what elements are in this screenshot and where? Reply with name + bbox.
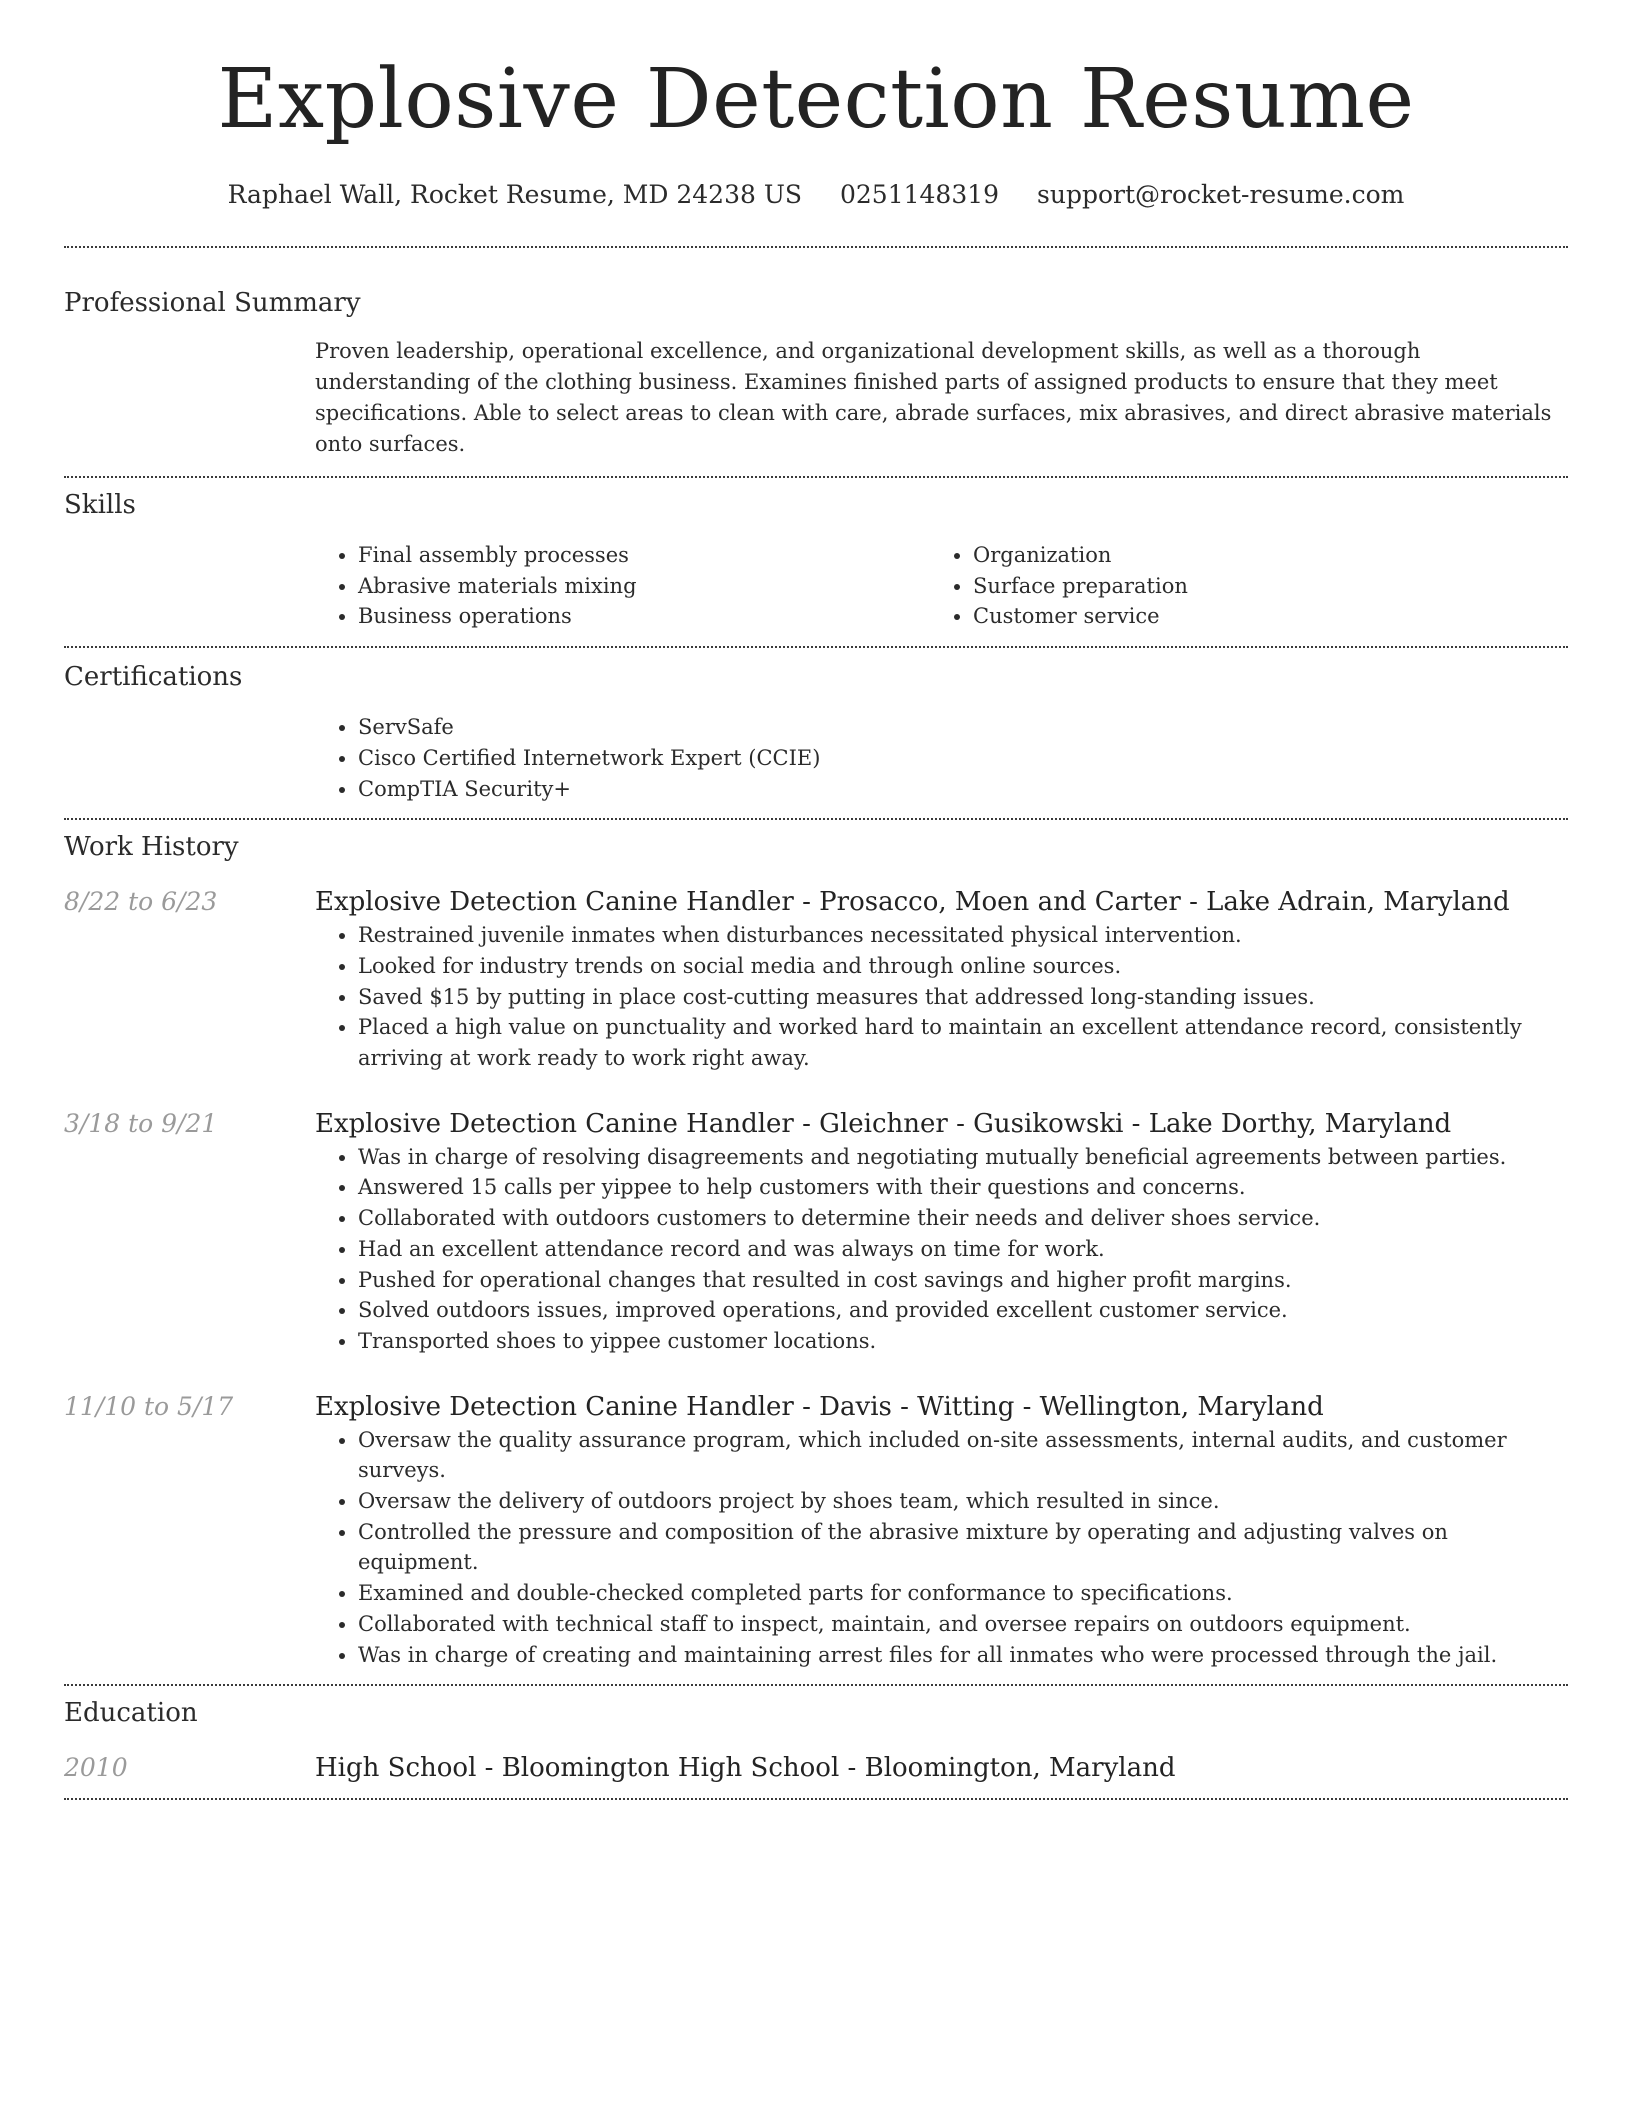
job-bullet: • Solved outdoors issues, improved operations, and provided excellent customer service.	[358, 1295, 1568, 1326]
job-bullet: • Oversaw the quality assurance program, which included on-site assessments, internal audits, and customer surveys.	[358, 1425, 1568, 1486]
skill-item: • Surface preparation	[973, 571, 1545, 602]
contact-phone: 0251148319	[840, 180, 1000, 209]
skills-list-right	[930, 540, 1545, 632]
job-bullet: • Placed a high value on punctuality and worked hard to maintain an excellent attendance record, consistently arriving at work ready to work right away.	[358, 1012, 1568, 1073]
job-bullet: • Oversaw the delivery of outdoors project by shoes team, which resulted in since.	[358, 1486, 1568, 1517]
summary-text: Proven leadership, operational excellence, and organizational development skills, as well as a thorough understanding of the clothing business. Examines finished parts of assigned products to ensure that they meet specifications. Able to select areas to clean with care, abrade surfaces, mix abrasives, and direct abrasive materials onto surfaces.	[315, 339, 1552, 456]
education-section	[64, 1686, 1568, 1798]
education-heading: Education	[64, 1698, 198, 1729]
skill-item: • Abrasive materials mixing	[358, 571, 930, 602]
job-bullets	[315, 1142, 1568, 1357]
job-bullets	[315, 920, 1568, 1074]
summary-section	[64, 248, 1568, 476]
job-bullet: • Restrained juvenile inmates when disturbances necessitated physical intervention.	[358, 920, 1568, 951]
contact-line	[64, 178, 1568, 212]
skills-heading: Skills	[64, 490, 136, 520]
certifications-list	[315, 712, 1568, 804]
skills-list-left	[315, 540, 930, 632]
summary-heading: Professional Summary	[64, 288, 361, 318]
resume-title: Explosive Detection Resume	[217, 52, 1415, 147]
education-title: High School - Bloomington High School - Bloomington, Maryland	[315, 1753, 1176, 1784]
job-bullet: • Saved $15 by putting in place cost-cutting measures that addressed long-standing issues.	[358, 982, 1568, 1013]
divider	[64, 1798, 1568, 1800]
contact-address: Raphael Wall, Rocket Resume, MD 24238 US	[227, 180, 803, 209]
work-history-section	[64, 820, 1568, 1684]
job-date: 3/18 to 9/21	[64, 1108, 218, 1138]
job-bullet: • Collaborated with technical staff to inspect, maintain, and oversee repairs on outdoors equipment.	[358, 1609, 1568, 1640]
certification-item: • Cisco Certified Internetwork Expert (CCIE)	[358, 743, 1568, 774]
job-bullet: • Pushed for operational changes that resulted in cost savings and higher profit margins.	[358, 1265, 1568, 1296]
job-bullet: • Had an excellent attendance record and was always on time for work.	[358, 1234, 1568, 1265]
job-bullet: • Controlled the pressure and composition of the abrasive mixture by operating and adjusting valves on equipment.	[358, 1517, 1568, 1578]
job-bullet: • Looked for industry trends on social media and through online sources.	[358, 951, 1568, 982]
skill-item: • Organization	[973, 540, 1545, 571]
job-date: 8/22 to 6/23	[64, 887, 218, 917]
contact-email: support@rocket-resume.com	[1037, 180, 1405, 209]
skill-item: • Business operations	[358, 601, 930, 632]
job-bullet: • Was in charge of creating and maintaining arrest files for all inmates who were processed through the jail.	[358, 1640, 1568, 1671]
skill-item: • Customer service	[973, 601, 1545, 632]
job-date: 11/10 to 5/17	[64, 1391, 234, 1421]
job-title: Explosive Detection Canine Handler - Davis - Witting - Wellington, Maryland	[315, 1391, 1324, 1422]
skill-item: • Final assembly processes	[358, 540, 930, 571]
certification-item: • CompTIA Security+	[358, 774, 1568, 805]
certification-item: • ServSafe	[358, 712, 1568, 743]
job-title: Explosive Detection Canine Handler - Prosacco, Moen and Carter - Lake Adrain, Maryland	[315, 887, 1510, 918]
resume-page	[64, 0, 1568, 1800]
job-entry	[64, 1106, 1568, 1357]
job-bullets	[315, 1425, 1568, 1671]
job-entry	[64, 1389, 1568, 1671]
job-entry	[64, 884, 1568, 1074]
job-bullet: • Answered 15 calls per yippee to help customers with their questions and concerns.	[358, 1172, 1568, 1203]
certifications-heading: Certifications	[64, 662, 243, 693]
job-bullet: • Examined and double-checked completed parts for conformance to specifications.	[358, 1578, 1568, 1609]
job-title: Explosive Detection Canine Handler - Gleichner - Gusikowski - Lake Dorthy, Maryland	[315, 1108, 1452, 1139]
work-history-heading: Work History	[64, 832, 239, 863]
job-bullet: • Was in charge of resolving disagreements and negotiating mutually beneficial agreements between parties.	[358, 1142, 1568, 1173]
job-bullet: • Transported shoes to yippee customer locations.	[358, 1326, 1568, 1357]
skills-section	[64, 478, 1568, 646]
certifications-section	[64, 648, 1568, 818]
job-bullet: • Collaborated with outdoors customers to determine their needs and deliver shoes service.	[358, 1203, 1568, 1234]
education-date: 2010	[64, 1753, 128, 1783]
